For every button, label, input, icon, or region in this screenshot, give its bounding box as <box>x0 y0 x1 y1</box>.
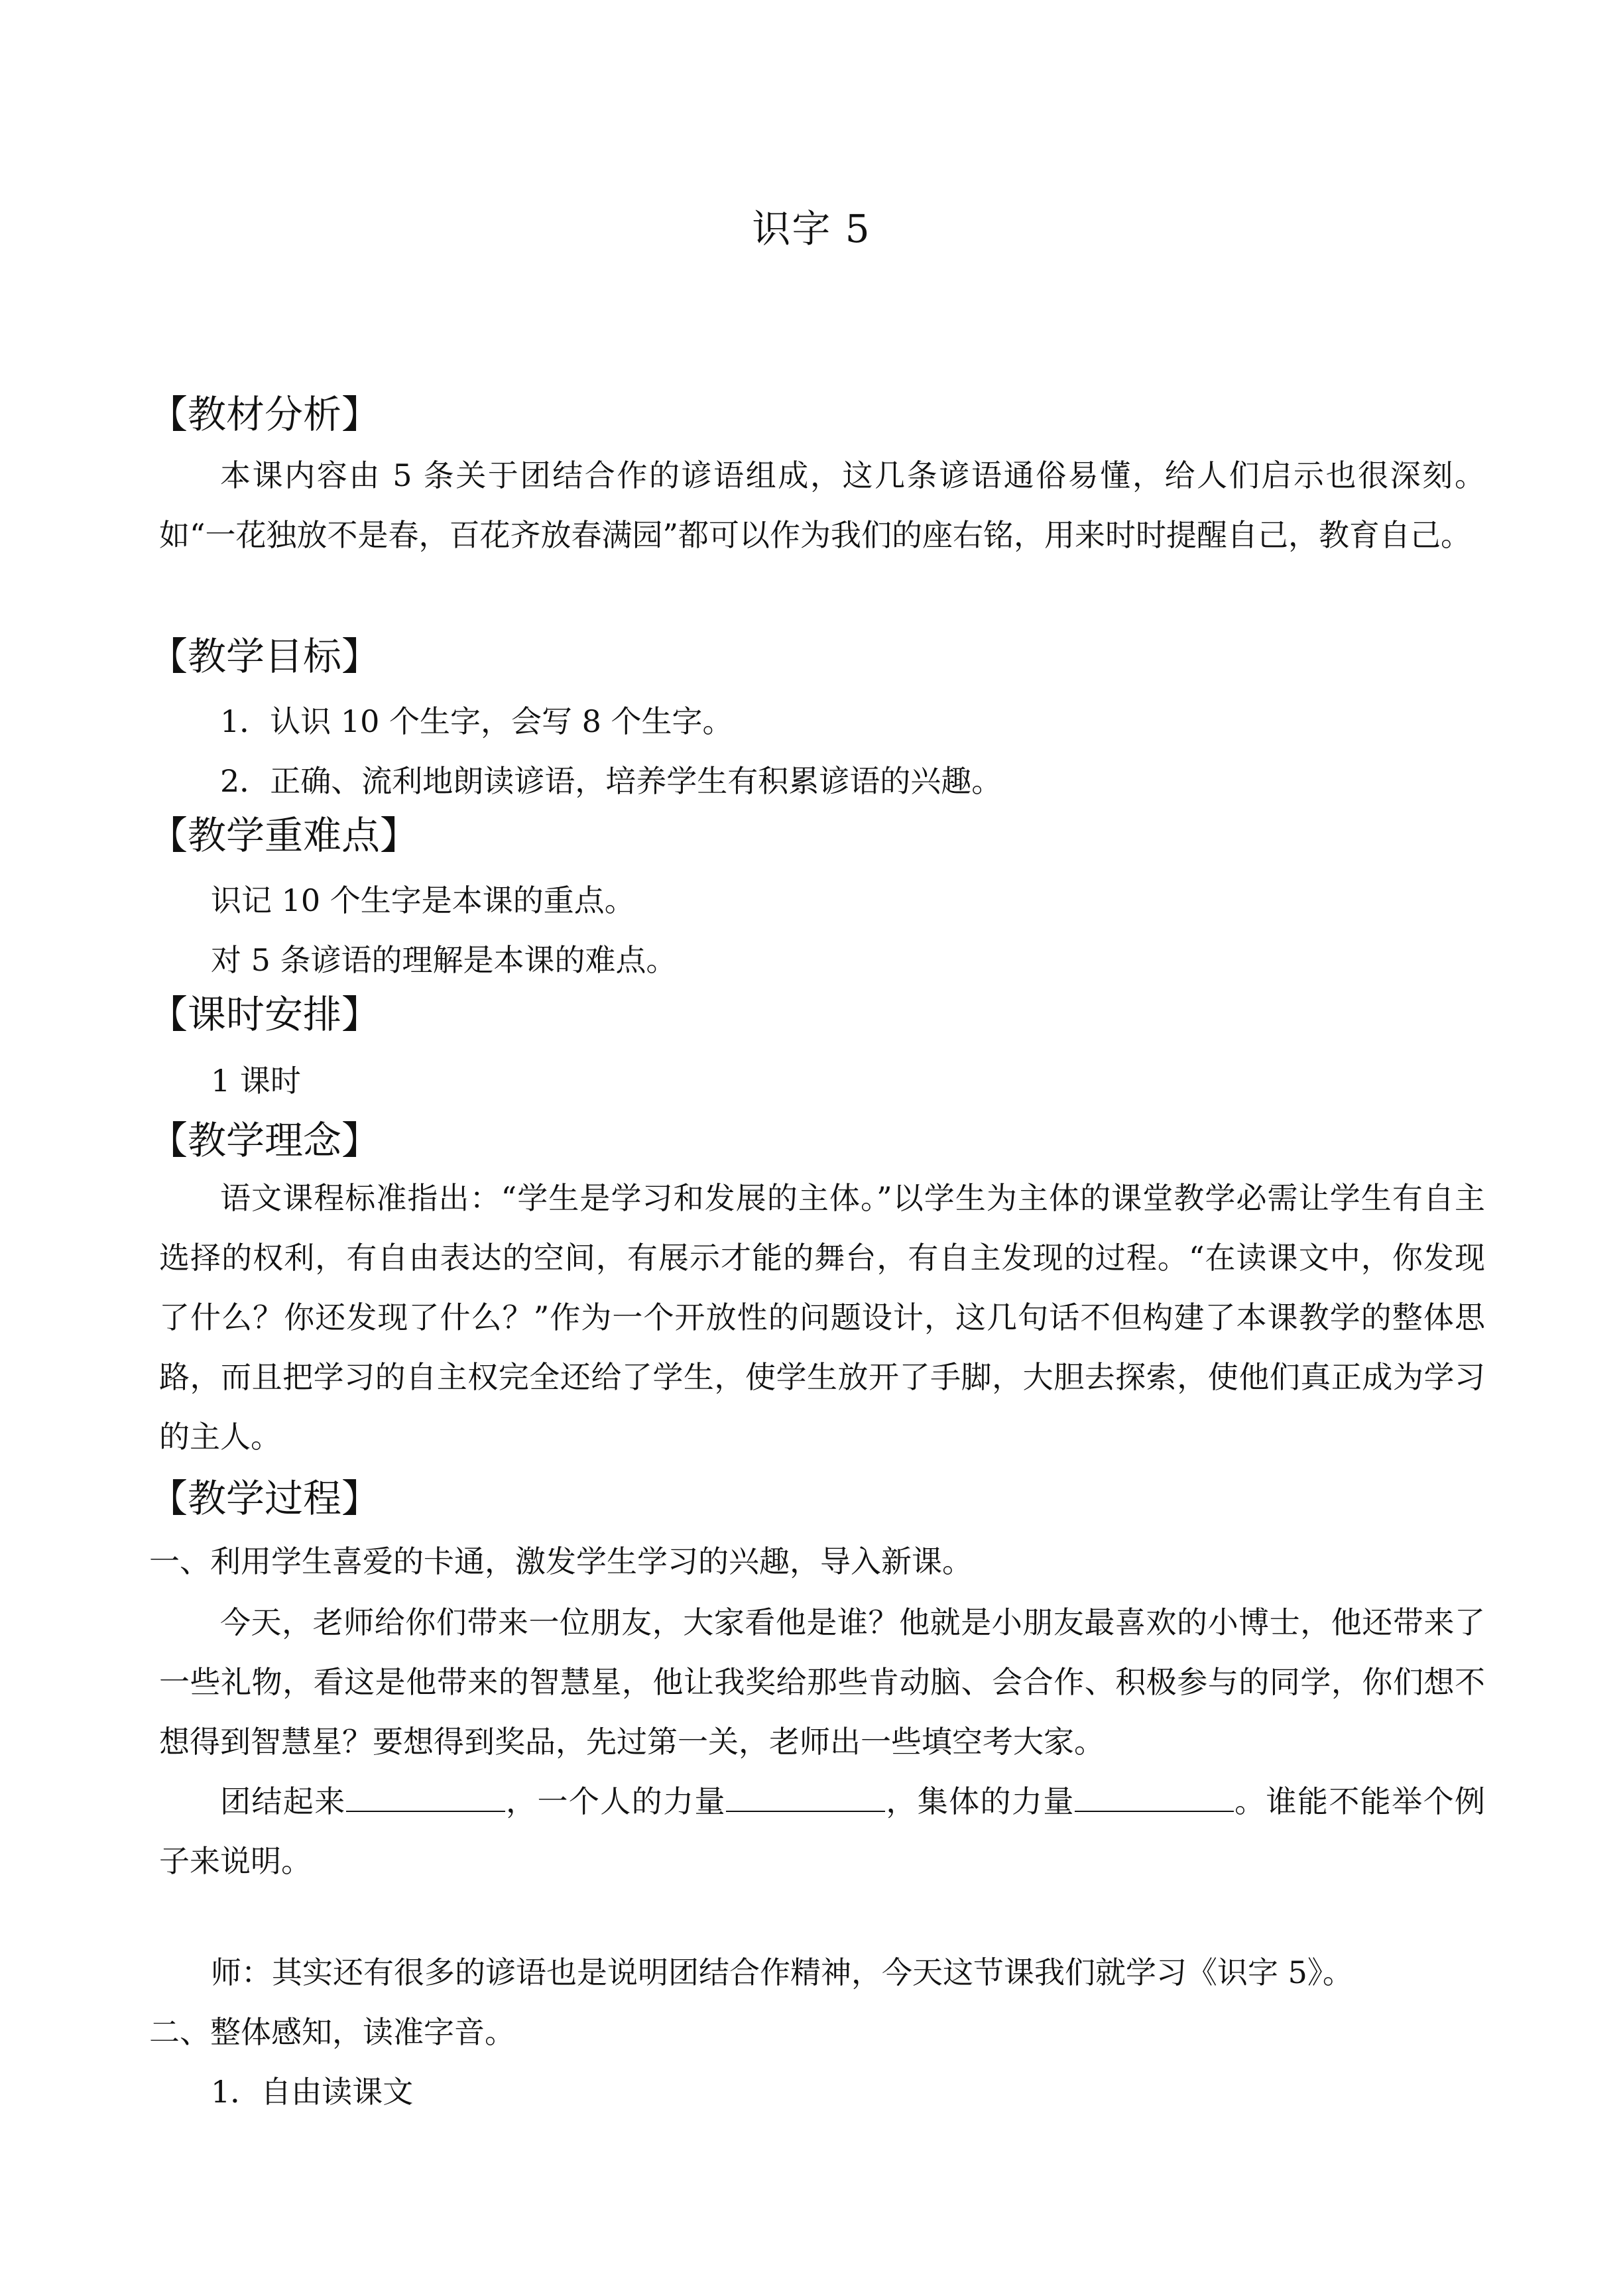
heading-philosophy: 【教学理念】 <box>149 1118 381 1163</box>
heading-analysis: 【教材分析】 <box>149 392 381 437</box>
fill-in-blank-paragraph <box>159 1772 1485 1891</box>
fill-part-2: ，一个人的力量 <box>505 1783 726 1819</box>
schedule-text: 1 课时 <box>211 1063 301 1099</box>
goal-item-2: 2．正确、流利地朗读谚语，培养学生有积累谚语的兴趣。 <box>220 763 1002 799</box>
blank-line-2 <box>726 1784 885 1812</box>
heading-difficulty: 【教学重难点】 <box>149 813 419 858</box>
fill-part-3: ，集体的力量 <box>884 1783 1075 1819</box>
analysis-paragraph: 本课内容由 5 条关于团结合作的谚语组成，这几条谚语通俗易懂，给人们启示也很深刻。如“一花独放不是春，百花齐放春满园”都可以作为我们的座右铭，用来时时提醒自己，教育自己。 <box>159 457 1485 553</box>
fill-part-4: 。谁能不能举个例子来说明。 <box>159 1783 1486 1879</box>
heading-schedule: 【课时安排】 <box>149 992 381 1037</box>
process-step-2-item-1: 1．自由读课文 <box>211 2074 414 2110</box>
fill-part-1: 团结起来 <box>220 1783 346 1819</box>
heading-process: 【教学过程】 <box>149 1476 381 1521</box>
process-step-2-title: 二、整体感知，读准字音。 <box>149 2014 515 2050</box>
difficulty-item-1: 识记 10 个生字是本课的重点。 <box>211 882 635 918</box>
process-step-1-title: 一、利用学生喜爱的卡通，激发学生学习的兴趣，导入新课。 <box>149 1543 973 1579</box>
blank-line-3 <box>1075 1784 1234 1812</box>
process-step-1-text: 今天，老师给你们带来一位朋友，大家看他是谁？他就是小朋友最喜欢的小博士，他还带来了一些礼物，看这是他带来的智慧星，他让我奖给那些肯动脑、会合作、积极参与的同学，你们想不想得到智慧星？要想得到奖品，先过第一关，老师出一些填空考大家。 <box>159 1604 1485 1760</box>
difficulty-item-2: 对 5 条谚语的理解是本课的难点。 <box>211 942 677 978</box>
philosophy-paragraph: 语文课程标准指出：“学生是学习和发展的主体。”以学生为主体的课堂教学必需让学生有自主选择的权利，有自由表达的空间，有展示才能的舞台，有自主发现的过程。“在读课文中，你发现了什么？你还发现了什么？”作为一个开放性的问题设计，这几句话不但构建了本课教学的整体思路，而且把学习的自主权完全还给了学生，使学生放开了手脚，大胆去探索，使他们真正成为学习的主人。 <box>159 1180 1485 1455</box>
goal-item-1: 1．认识 10 个生字，会写 8 个生字。 <box>220 703 733 739</box>
heading-goals: 【教学目标】 <box>149 634 381 679</box>
teacher-line: 师：其实还有很多的谚语也是说明团结合作精神，今天这节课我们就学习《识字 5》。 <box>211 1955 1353 1990</box>
blank-line-1 <box>346 1784 505 1812</box>
page-title: 识字 5 <box>752 206 871 251</box>
